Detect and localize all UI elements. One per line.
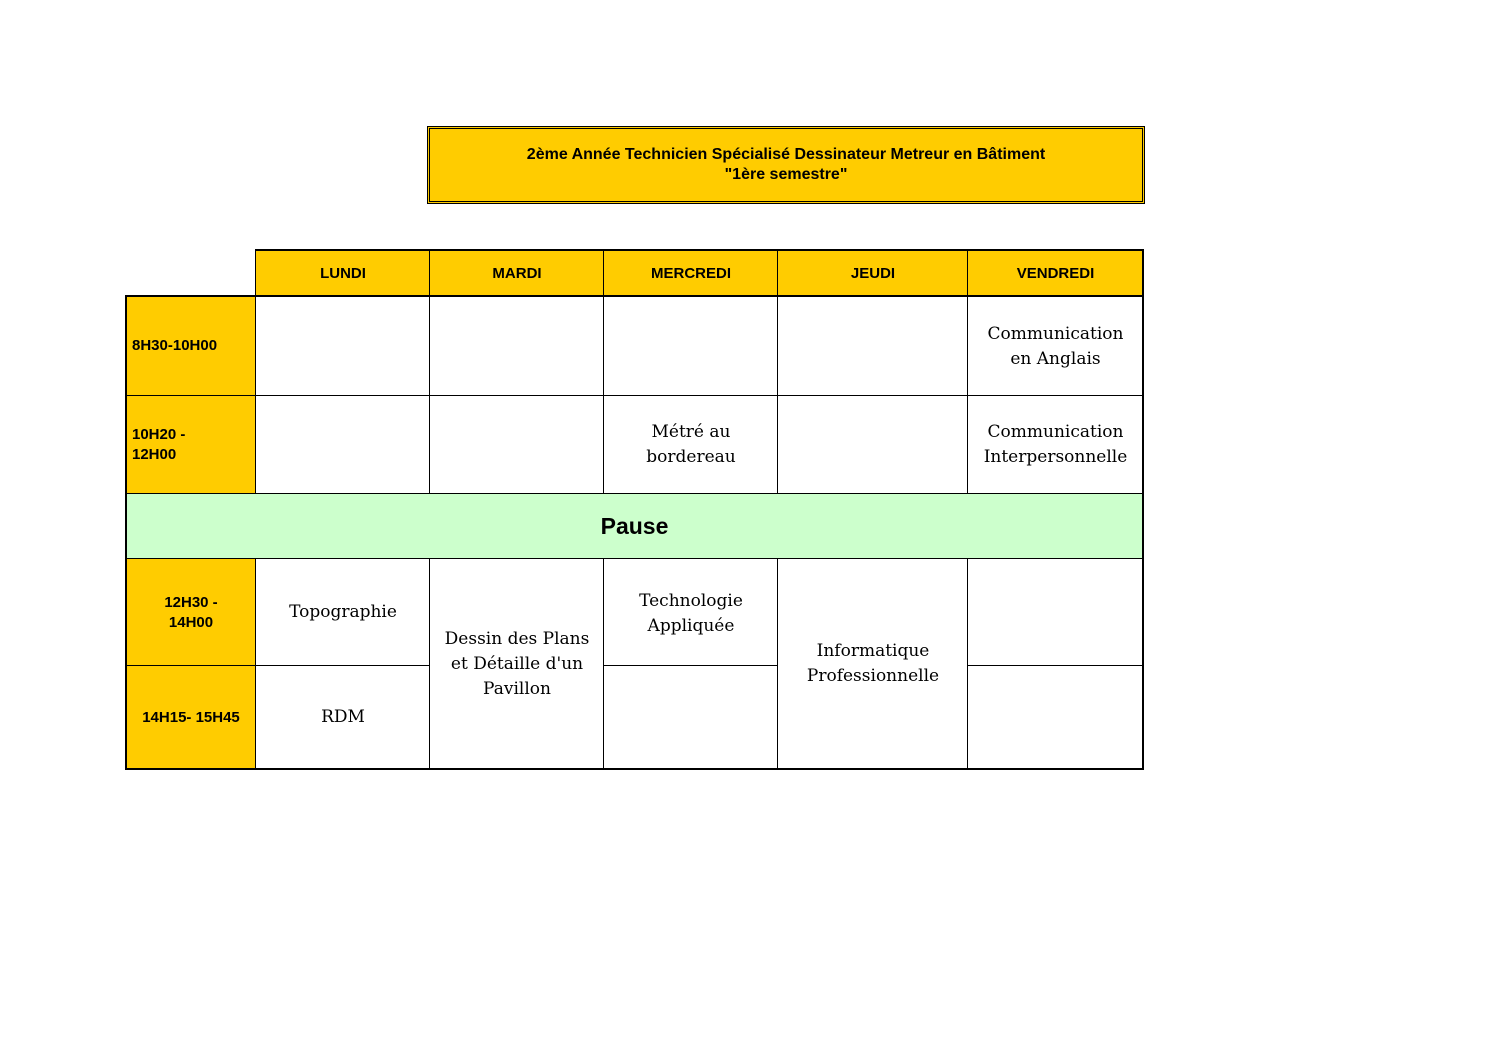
- grid-line: [429, 558, 430, 769]
- grid-line: [777, 558, 778, 769]
- grid-line: [429, 249, 430, 494]
- course-mercredi-slot3: Technologie Appliquée: [604, 559, 778, 666]
- course-lundi-slot3: Topographie: [256, 559, 430, 666]
- time-slot-4: 14H15- 15H45: [126, 666, 256, 769]
- grid-line: [125, 493, 1144, 494]
- pause-row: Pause: [126, 494, 1143, 559]
- grid-line: [125, 558, 1144, 559]
- grid-line: [967, 558, 968, 769]
- time-slot-3: 12H30 - 14H00: [126, 559, 256, 666]
- day-header-mardi: MARDI: [430, 250, 604, 296]
- day-header-mercredi: MERCREDI: [604, 250, 778, 296]
- day-header-lundi: LUNDI: [256, 250, 430, 296]
- day-header-jeudi: JEUDI: [778, 250, 968, 296]
- grid-line: [125, 295, 1144, 297]
- grid-line: [125, 665, 430, 666]
- grid-line: [604, 665, 778, 666]
- grid-line: [603, 249, 604, 494]
- grid-line: [125, 768, 1144, 770]
- grid-line: [1142, 249, 1144, 770]
- title-line-1: 2ème Année Technicien Spécialisé Dessinateur Metreur en Bâtiment: [526, 146, 1046, 163]
- grid-line: [255, 249, 256, 494]
- time-slot-2: 10H20 - 12H00: [126, 396, 256, 494]
- grid-line: [967, 249, 968, 494]
- course-lundi-slot4: RDM: [256, 666, 430, 769]
- grid-line: [125, 295, 127, 770]
- course-vendredi-slot2: Communication Interpersonnelle: [968, 396, 1143, 494]
- course-jeudi-slot34: Informatique Professionnelle: [778, 559, 968, 769]
- grid-line: [125, 395, 1144, 396]
- time-slot-1: 8H30-10H00: [126, 296, 256, 396]
- title-line-2: "1ère semestre": [724, 166, 848, 183]
- grid-line: [603, 558, 604, 769]
- course-mercredi-slot2: Métré au bordereau: [604, 396, 778, 494]
- grid-line: [255, 558, 256, 769]
- grid-line: [777, 249, 778, 494]
- schedule-title: [427, 126, 1145, 204]
- grid-line: [968, 665, 1144, 666]
- day-header-vendredi: VENDREDI: [968, 250, 1143, 296]
- grid-line: [255, 249, 1144, 251]
- course-vendredi-slot1: Communication en Anglais: [968, 296, 1143, 396]
- course-mardi-slot34: Dessin des Plans et Détaille d'un Pavillon: [430, 559, 604, 769]
